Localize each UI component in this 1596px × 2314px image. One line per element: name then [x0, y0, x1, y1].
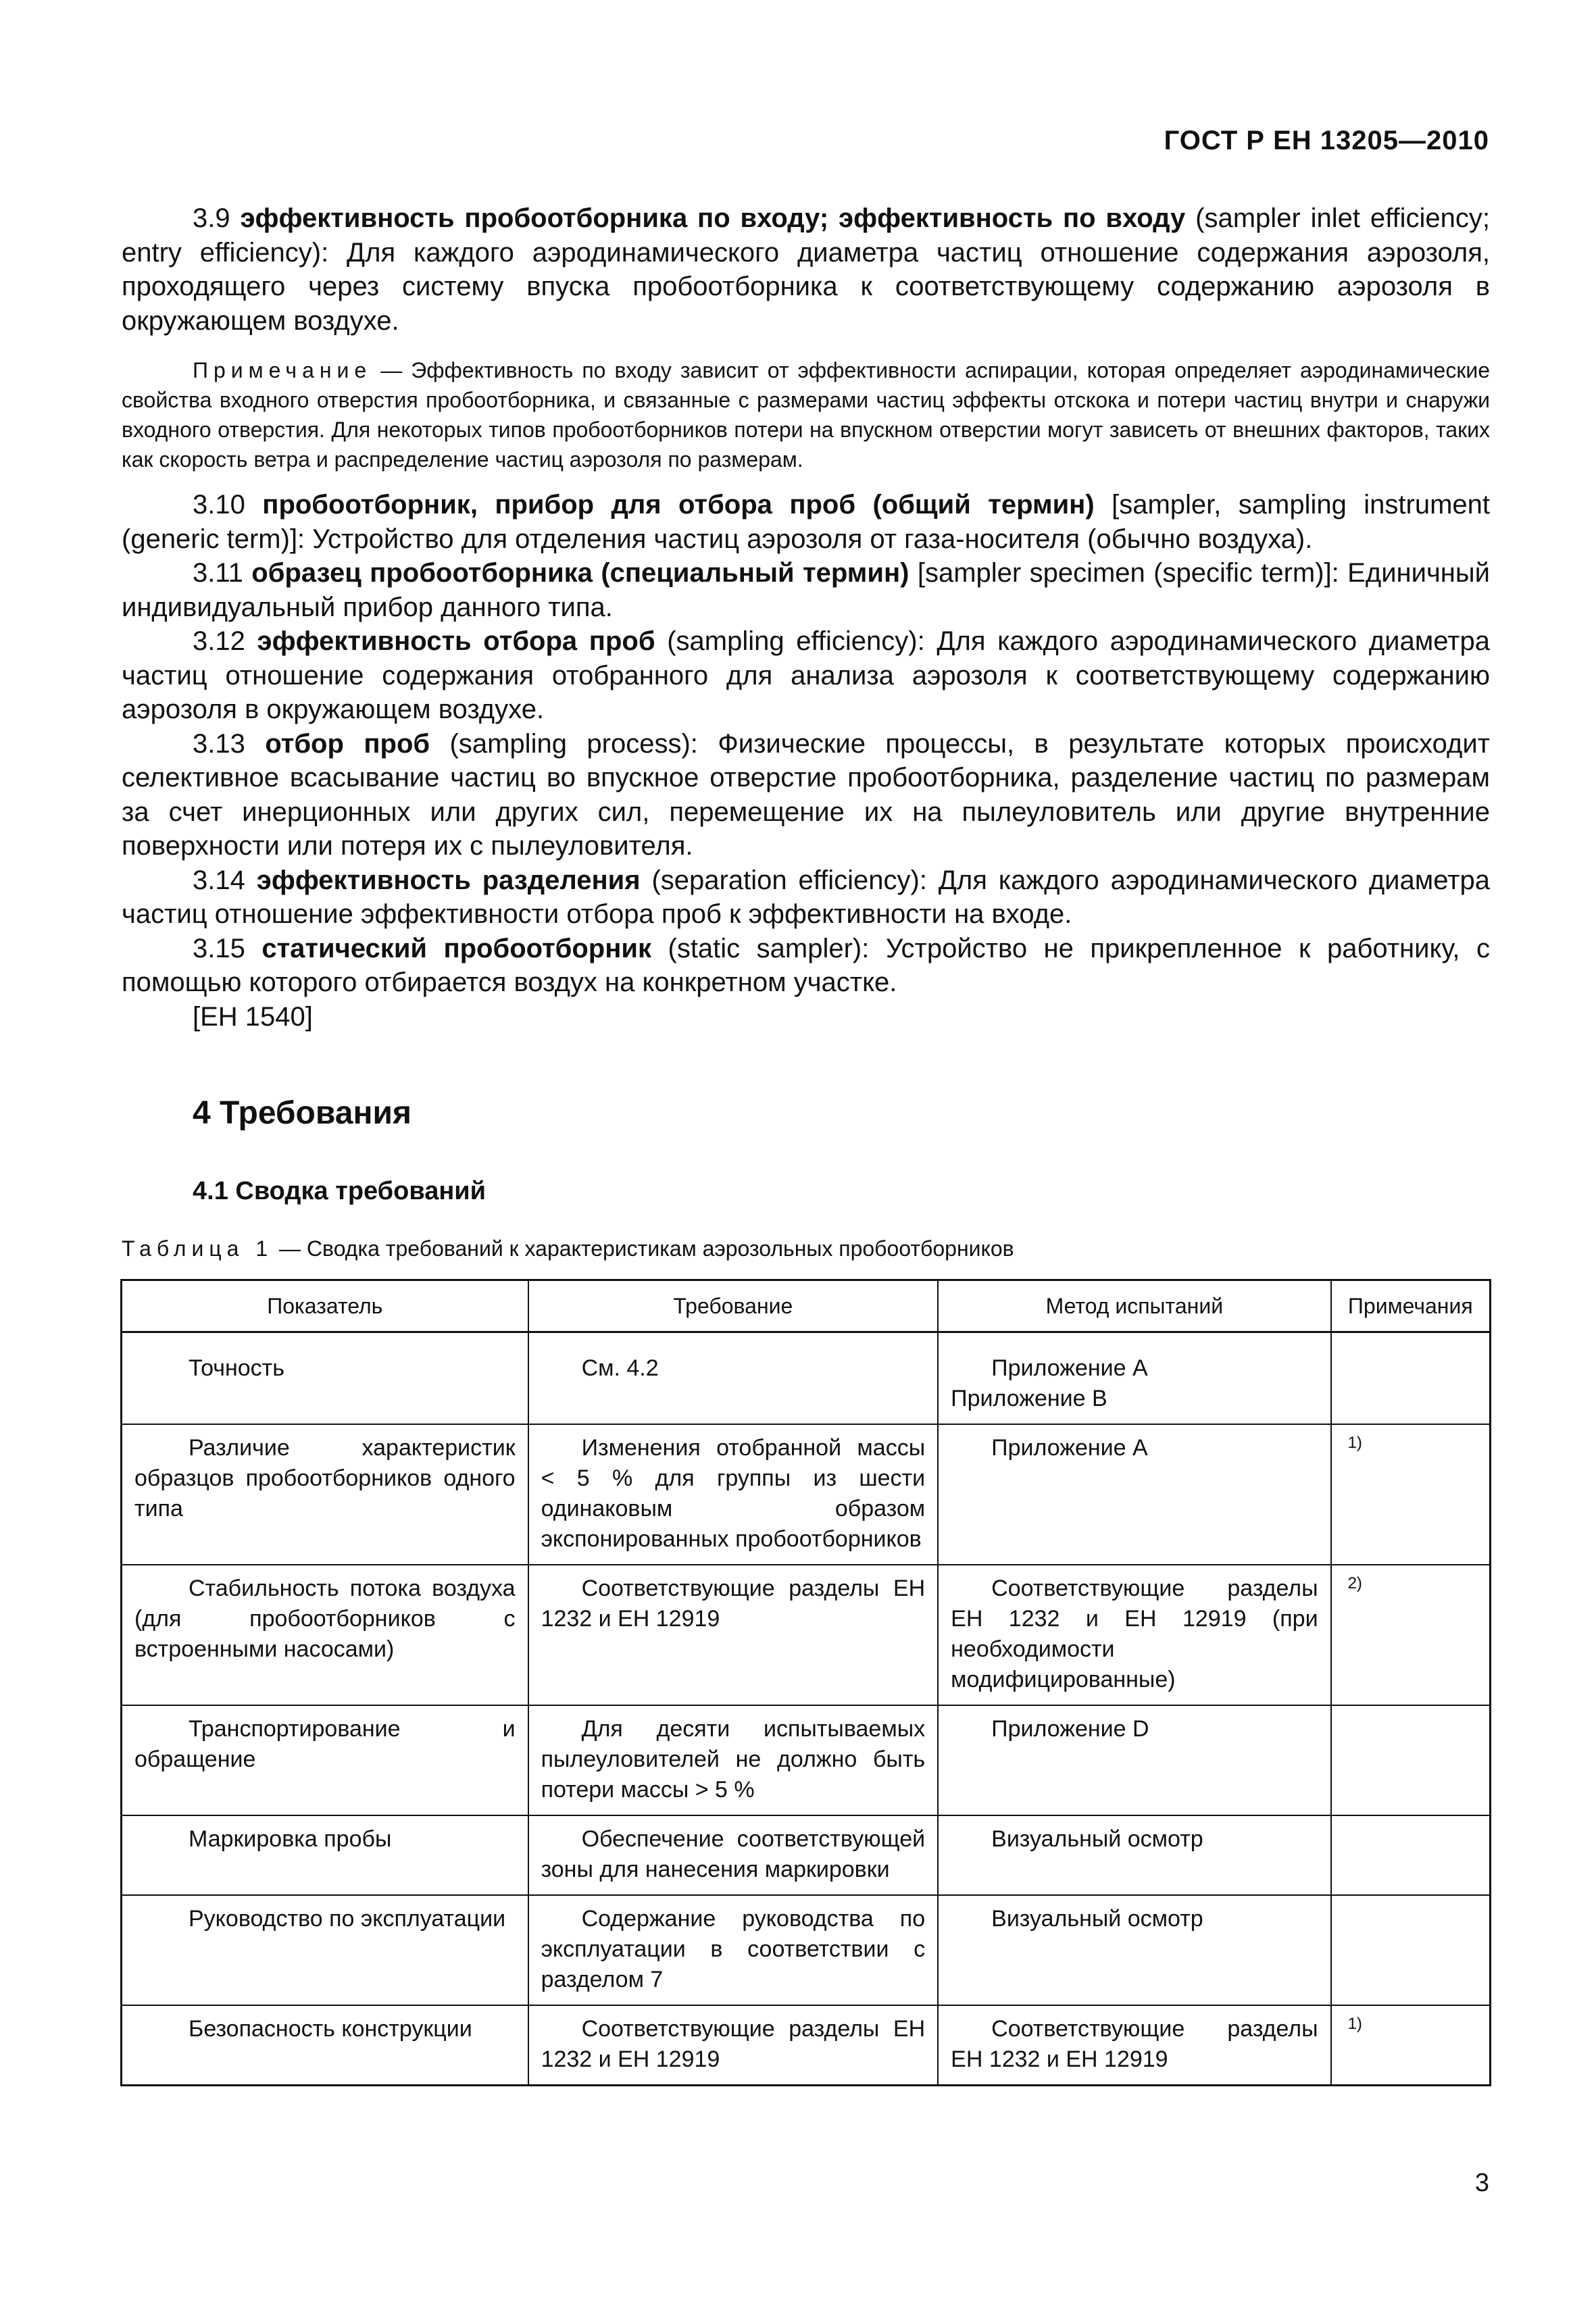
- notes-cell: 1): [1331, 2005, 1491, 2086]
- requirement-cell: Содержание руководства по эксплуатации в соответствии с разделом 7: [528, 1895, 939, 2005]
- note-label: Примечание: [193, 358, 372, 382]
- test-method-cell: Приложение А: [938, 1424, 1330, 1565]
- notes-cell: [1331, 1815, 1491, 1895]
- term-definition: (separation efficiency): Для каждого аэродинамического диаметра частиц отношение эффективности отбора проб к эффективности на входе.: [122, 865, 1490, 929]
- term-3-10: [122, 488, 1490, 556]
- term-3-14: [122, 863, 1490, 932]
- requirement-cell: Соответствующие разделы ЕН 1232 и ЕН 12919: [528, 1565, 939, 1705]
- indicator-cell: Транспортирование и обращение: [122, 1705, 528, 1815]
- term-definition: [sampler specimen (specific term)]: Единичный индивидуальный прибор данного типа.: [122, 558, 1490, 622]
- term-number: 3.14: [193, 865, 245, 895]
- indicator-cell: Безопасность конструкции: [122, 2005, 528, 2086]
- column-header: Требование: [528, 1280, 939, 1332]
- requirement-cell: Обеспечение соответствующей зоны для нанесения маркировки: [528, 1815, 939, 1895]
- term-number: 3.15: [193, 933, 245, 963]
- test-method-cell: Визуальный осмотр: [938, 1895, 1330, 2005]
- table-row: [122, 1705, 1491, 1815]
- column-header: Метод испытаний: [938, 1280, 1330, 1332]
- definitions-text: [122, 201, 1490, 1034]
- page-number: 3: [1474, 2169, 1489, 2197]
- term-3-9: [122, 201, 1490, 338]
- notes-cell: [1331, 1895, 1491, 2005]
- term-3-15: [122, 932, 1490, 1000]
- term-3-12: [122, 624, 1490, 727]
- requirement-cell: Изменения отобранной массы < 5 % для группы из шести одинаковым образом экспонированных пробоотборников: [528, 1424, 939, 1565]
- term-definition: (static sampler): Устройство не прикрепленное к работнику, с помощью которого отбирается воздух на конкретном участке.: [122, 933, 1491, 997]
- term-definition: (sampling process): Физические процессы, в результате которых происходит селективное всасывание частиц во впускное отверстие пробоотборника, разделение частиц по размерам за счет инерционных или других сил, перемещение их на пылеуловитель или другие внутренние поверхности или потеря их с пылеуловителя.: [122, 728, 1490, 861]
- note-paragraph: [122, 355, 1490, 474]
- term-number: 3.12: [193, 626, 245, 656]
- indicator-cell: Точность: [122, 1332, 528, 1425]
- test-method-cell: Соответствующие разделы ЕН 1232 и ЕН 12919 (при необходимости модифицированные): [938, 1565, 1330, 1705]
- term-number: 3.11: [193, 558, 243, 588]
- term-3-13: [122, 727, 1490, 863]
- reference: [ЕН 1540]: [193, 1001, 313, 1032]
- term-number: 3.13: [193, 728, 245, 759]
- table-caption-text: — Сводка требований к характеристикам аэрозольных пробоотборников: [279, 1236, 1014, 1261]
- notes-cell: 2): [1331, 1565, 1491, 1705]
- table-row: [122, 1895, 1491, 2005]
- notes-cell: 1): [1331, 1424, 1491, 1565]
- table-caption: [122, 1236, 1014, 1261]
- requirement-cell: Соответствующие разделы ЕН 1232 и ЕН 12919: [528, 2005, 939, 2086]
- term-title: эффективность пробоотборника по входу; эффективность по входу: [240, 203, 1186, 233]
- test-method-cell: Визуальный осмотр: [938, 1815, 1330, 1895]
- indicator-cell: Маркировка пробы: [122, 1815, 528, 1895]
- requirement-cell: См. 4.2: [528, 1332, 939, 1425]
- indicator-cell: Стабильность потока воздуха (для пробоотборников с встроенными насосами): [122, 1565, 528, 1705]
- table-row: [122, 1565, 1491, 1705]
- subsection-heading: 4.1 Сводка требований: [193, 1177, 487, 1205]
- table-row: [122, 2005, 1491, 2086]
- term-title: пробоотборник, прибор для отбора проб (общий термин): [262, 490, 1095, 520]
- test-method-cell: Приложение D: [938, 1705, 1330, 1815]
- term-title: отбор проб: [265, 728, 430, 759]
- table-caption-label: Таблица 1: [122, 1236, 274, 1261]
- term-title: эффективность разделения: [256, 865, 641, 895]
- term-number: 3.9: [193, 203, 230, 233]
- requirements-table: [120, 1279, 1491, 2086]
- test-method-cell: Приложение А Приложение В: [938, 1332, 1330, 1425]
- term-definition: (sampling efficiency): Для каждого аэродинамического диаметра частиц отношение содержания отобранного для анализа аэрозоля к соответствующему содержанию аэрозоля в окружающем воздухе.: [122, 626, 1490, 724]
- test-method-cell: Соответствующие разделы ЕН 1232 и ЕН 12919: [938, 2005, 1330, 2086]
- table-row: [122, 1332, 1491, 1425]
- table-header-row: [122, 1280, 1491, 1332]
- document-header: ГОСТ Р ЕН 13205—2010: [1164, 126, 1489, 155]
- term-definition: [sampler, sampling instrument (generic term)]: Устройство для отделения частиц аэрозоля от газа-носителя (обычно воздуха).: [122, 490, 1491, 554]
- note-text: — Эффективность по входу зависит от эффективности аспирации, которая определяет аэродинамические свойства входного отверстия пробоотборника, и связанные с размерами частиц эффекты отскока и потери частиц внутри и снаружи входного отверстия. Для некоторых типов пробоотборников потери на впускном отверстии могут зависеть от внешних факторов, таких как скорость ветра и распределение частиц аэрозоля по размерам.: [122, 358, 1491, 472]
- indicator-cell: Руководство по эксплуатации: [122, 1895, 528, 2005]
- requirement-cell: Для десяти испытываемых пылеуловителей не должно быть потери массы > 5 %: [528, 1705, 939, 1815]
- column-header: Примечания: [1331, 1280, 1491, 1332]
- term-definition: (sampler inlet efficiency; entry efficiency): Для каждого аэродинамического диаметра частиц отношение содержания аэрозоля, проходящего через систему впуска пробоотборника к соответствующему содержанию аэрозоля в окружающем воздухе.: [122, 203, 1490, 336]
- term-title: статический пробоотборник: [261, 933, 652, 963]
- term-title: эффективность отбора проб: [257, 626, 655, 656]
- column-header: Показатель: [122, 1280, 528, 1332]
- term-title: образец пробоотборника (специальный термин): [251, 558, 909, 588]
- section-heading: 4 Требования: [193, 1095, 412, 1131]
- table-row: [122, 1815, 1491, 1895]
- notes-cell: [1331, 1705, 1491, 1815]
- indicator-cell: Различие характеристик образцов пробоотборников одного типа: [122, 1424, 528, 1565]
- term-3-11: [122, 556, 1490, 624]
- term-number: 3.10: [193, 490, 245, 520]
- table-row: [122, 1424, 1491, 1565]
- notes-cell: [1331, 1332, 1491, 1425]
